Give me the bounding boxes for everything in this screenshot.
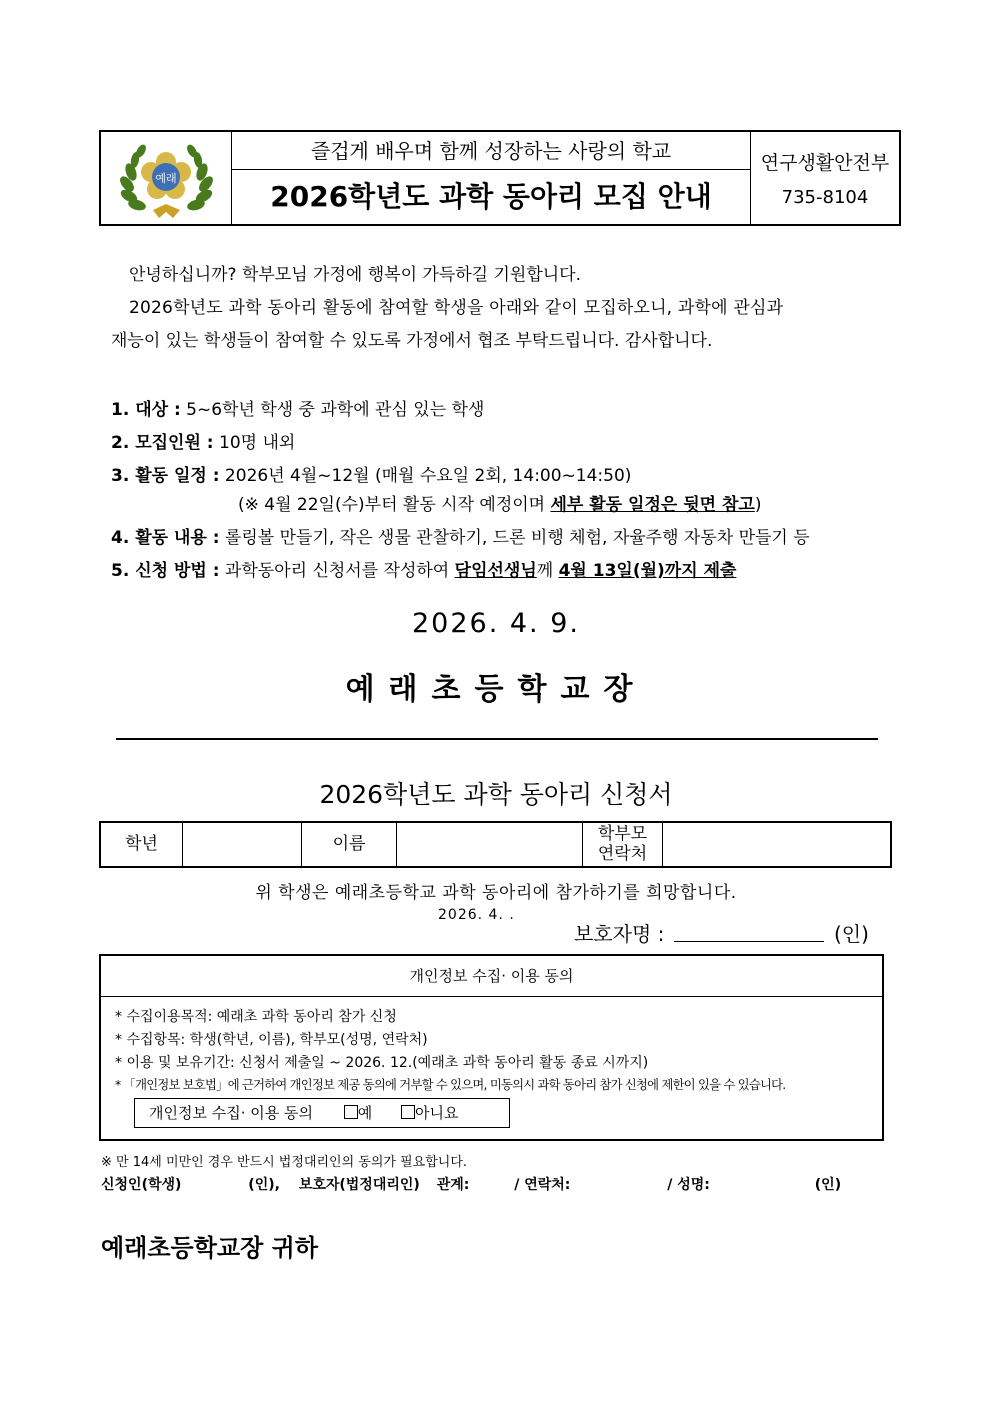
item-value: 롤링볼 만들기, 작은 생물 관찰하기, 드론 비행 체험, 자율주행 자동차 만들기 등 bbox=[219, 528, 810, 548]
item-recruit bbox=[111, 428, 295, 453]
cut-line bbox=[116, 738, 878, 740]
applicant-label: 신청인(학생) bbox=[101, 1177, 182, 1193]
item-label: 3. 활동 일정 : bbox=[111, 466, 220, 486]
legal-guardian-label: 보호자(법정대리인) bbox=[298, 1177, 420, 1193]
grade-label: 학년 bbox=[101, 823, 183, 866]
logo-cell bbox=[101, 132, 232, 224]
item-value: 과학동아리 신청서를 작성하여 bbox=[219, 561, 455, 581]
name-label: 이름 bbox=[302, 823, 397, 866]
item-value-mid: 께 bbox=[536, 561, 559, 581]
item-value: 10명 내외 bbox=[213, 433, 296, 453]
item-method bbox=[111, 556, 736, 581]
privacy-line: * 수집이용목적: 예래초 과학 동아리 참가 신청 bbox=[115, 1009, 397, 1025]
school-emblem-icon bbox=[101, 132, 232, 224]
consent-no-label: 아니요 bbox=[415, 1104, 459, 1122]
privacy-consent-box bbox=[99, 954, 884, 1141]
signature-line bbox=[101, 1174, 841, 1194]
contact-label-line-1: 학부모 bbox=[597, 824, 648, 844]
guardian-seal: (인) bbox=[834, 922, 869, 946]
note-emphasis: 세부 활동 일정은 뒷면 참고 bbox=[550, 495, 755, 515]
relation-label: 관계: bbox=[436, 1177, 470, 1193]
contact-label bbox=[583, 823, 663, 866]
addressee: 예래초등학교장 귀하 bbox=[101, 1234, 319, 1262]
item-value: 5~6학년 학생 중 과학에 관심 있는 학생 bbox=[180, 400, 485, 420]
item-schedule-note bbox=[238, 490, 761, 515]
application-table bbox=[99, 821, 892, 868]
consent-yes-checkbox[interactable] bbox=[344, 1105, 358, 1119]
method-emphasis-deadline: 4월 13일(월)까지 제출 bbox=[558, 561, 737, 581]
name-field[interactable] bbox=[397, 823, 583, 866]
item-label: 5. 신청 방법 : bbox=[111, 561, 220, 581]
item-content bbox=[111, 523, 810, 548]
principal-name: 예래초등학교장 bbox=[345, 672, 647, 707]
intro-line-3: 재능이 있는 학생들이 참여할 수 있도록 가정에서 협조 부탁드립니다. 감사합니다. bbox=[111, 331, 713, 351]
contact-label-line-2: 연락처 bbox=[597, 844, 648, 864]
consent-no-checkbox[interactable] bbox=[401, 1105, 415, 1119]
department-name: 연구생활안전부 bbox=[760, 152, 890, 174]
school-motto: 즐겁게 배우며 함께 성장하는 사랑의 학교 bbox=[232, 132, 751, 170]
consent-yes-label: 예 bbox=[357, 1104, 373, 1122]
intro-line-2: 2026학년도 과학 동아리 활동에 참여할 학생을 아래와 같이 모집하오니, 과학에 관심과 bbox=[129, 298, 784, 318]
guardian-seal: (인) bbox=[814, 1177, 842, 1193]
logo-text: 예래 bbox=[155, 172, 177, 185]
guardian-label: 보호자명 : bbox=[574, 922, 665, 946]
item-label: 1. 대상 : bbox=[111, 400, 181, 420]
guardian-signature-field[interactable] bbox=[674, 941, 824, 942]
consent-label: 개인정보 수집· 이용 동의 bbox=[149, 1104, 313, 1122]
item-label: 4. 활동 내용 : bbox=[111, 528, 220, 548]
applicant-seal: (인), bbox=[248, 1177, 280, 1193]
form-date: 2026. 4. . bbox=[438, 907, 515, 923]
department-cell bbox=[751, 132, 899, 224]
item-label: 2. 모집인원 : bbox=[111, 433, 214, 453]
wish-statement: 위 학생은 예래초등학교 과학 동아리에 참가하기를 희망합니다. bbox=[255, 883, 737, 903]
minor-consent-note: ※ 만 14세 미만인 경우 반드시 법정대리인의 동의가 필요합니다. bbox=[101, 1155, 468, 1170]
item-value: 2026년 4월~12월 (매월 수요일 2회, 14:00~14:50) bbox=[219, 466, 632, 486]
method-emphasis-teacher: 담임선생님 bbox=[454, 561, 537, 581]
document-title: 2026학년도 과학 동아리 모집 안내 bbox=[232, 170, 751, 224]
grade-field[interactable] bbox=[183, 823, 302, 866]
consent-selector bbox=[134, 1098, 510, 1128]
note-prefix: (※ 4월 22일(수)부터 활동 시작 예정이며 bbox=[238, 495, 551, 515]
privacy-line: * 이용 및 보유기간: 신청서 제출일 ~ 2026. 12.(예래초 과학 동아리 활동 종료 시까지) bbox=[115, 1055, 649, 1071]
department-phone: 735-8104 bbox=[781, 187, 869, 208]
item-schedule bbox=[111, 461, 631, 486]
note-suffix: ) bbox=[754, 495, 762, 515]
header-box bbox=[99, 130, 901, 226]
name-label: / 성명: bbox=[667, 1177, 710, 1193]
contact-field[interactable] bbox=[663, 823, 890, 866]
intro-line-1: 안녕하십니까? 학부모님 가정에 행복이 가득하길 기원합니다. bbox=[129, 265, 581, 285]
item-target bbox=[111, 395, 484, 420]
privacy-title: 개인정보 수집· 이용 동의 bbox=[101, 956, 882, 997]
privacy-line: * 「개인정보 보호법」에 근거하여 개인정보 제공 동의에 거부할 수 있으며, 미동의시 과학 동아리 참가 신청에 제한이 있을 수 있습니다. bbox=[115, 1078, 786, 1092]
form-title: 2026학년도 과학 동아리 신청서 bbox=[319, 780, 673, 809]
notice-date: 2026. 4. 9. bbox=[412, 608, 580, 639]
contact-label: / 연락처: bbox=[514, 1177, 571, 1193]
privacy-line: * 수집항목: 학생(학년, 이름), 학부모(성명, 연락처) bbox=[115, 1032, 428, 1048]
